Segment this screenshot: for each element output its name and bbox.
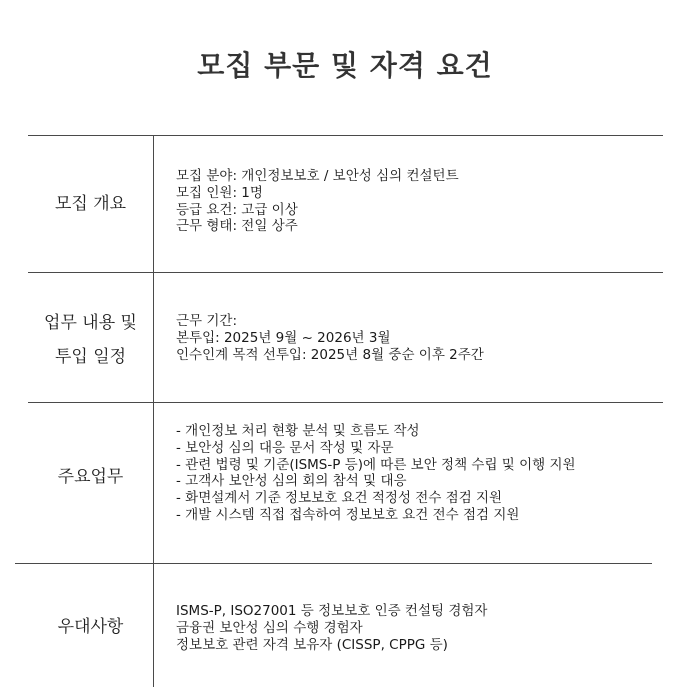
row-content-overview [176, 168, 676, 235]
page-title: 모집 부문 및 자격 요건 [197, 49, 493, 82]
column-divider [153, 135, 154, 687]
row-label-line: 주요업무 [57, 467, 124, 487]
content-line: 금융권 보안성 심의 수행 경험자 [176, 619, 363, 636]
row-label-duties [28, 460, 153, 494]
row-content-schedule [176, 313, 676, 363]
content-line: 근무 기간: [176, 313, 238, 329]
content-line: - 개발 시스템 직접 접속하여 정보보호 요건 전수 점검 지원 [176, 506, 520, 523]
row-content-duties [176, 423, 676, 524]
row-label-overview [28, 187, 153, 221]
content-line: 정보보호 관련 자격 보유자 (CISSP, CPPG 등) [176, 636, 448, 653]
content-line: - 관련 법령 및 기준(ISMS-P 등)에 따른 보안 정책 수립 및 이행 지원 [176, 456, 576, 473]
table-top-border [28, 135, 663, 136]
content-line: 모집 인원: 1명 [176, 184, 263, 201]
content-line: 등급 요건: 고급 이상 [176, 201, 298, 218]
content-line: 근무 형태: 전일 상주 [176, 218, 298, 235]
content-line: 모집 분야: 개인정보보호 / 보안성 심의 컨설턴트 [176, 168, 459, 184]
row-content-preferred [176, 603, 676, 653]
row-label-line: 우대사항 [57, 617, 124, 637]
content-line: - 화면설계서 기준 정보보호 요건 적정성 전수 점검 지원 [176, 490, 503, 507]
row-label-schedule [28, 306, 153, 374]
content-line: ISMS-P, ISO27001 등 정보보호 인증 컨설팅 경험자 [176, 603, 488, 619]
row-divider [28, 402, 663, 403]
content-line: - 개인정보 처리 현황 분석 및 흐름도 작성 [176, 423, 420, 439]
content-line: - 보안성 심의 대응 문서 작성 및 자문 [176, 439, 394, 456]
row-label-line: 업무 내용 및 [44, 313, 137, 333]
row-label-preferred [28, 610, 153, 644]
content-line: 인수인계 목적 선투입: 2025년 8월 중순 이후 2주간 [176, 346, 484, 363]
row-divider [28, 272, 663, 273]
content-line: 본투입: 2025년 9월 ~ 2026년 3월 [176, 329, 391, 346]
row-label-line: 투입 일정 [54, 347, 127, 367]
row-divider [15, 563, 652, 564]
content-line: - 고객사 보안성 심의 회의 참석 및 대응 [176, 473, 407, 490]
row-label-line: 모집 개요 [54, 194, 127, 214]
